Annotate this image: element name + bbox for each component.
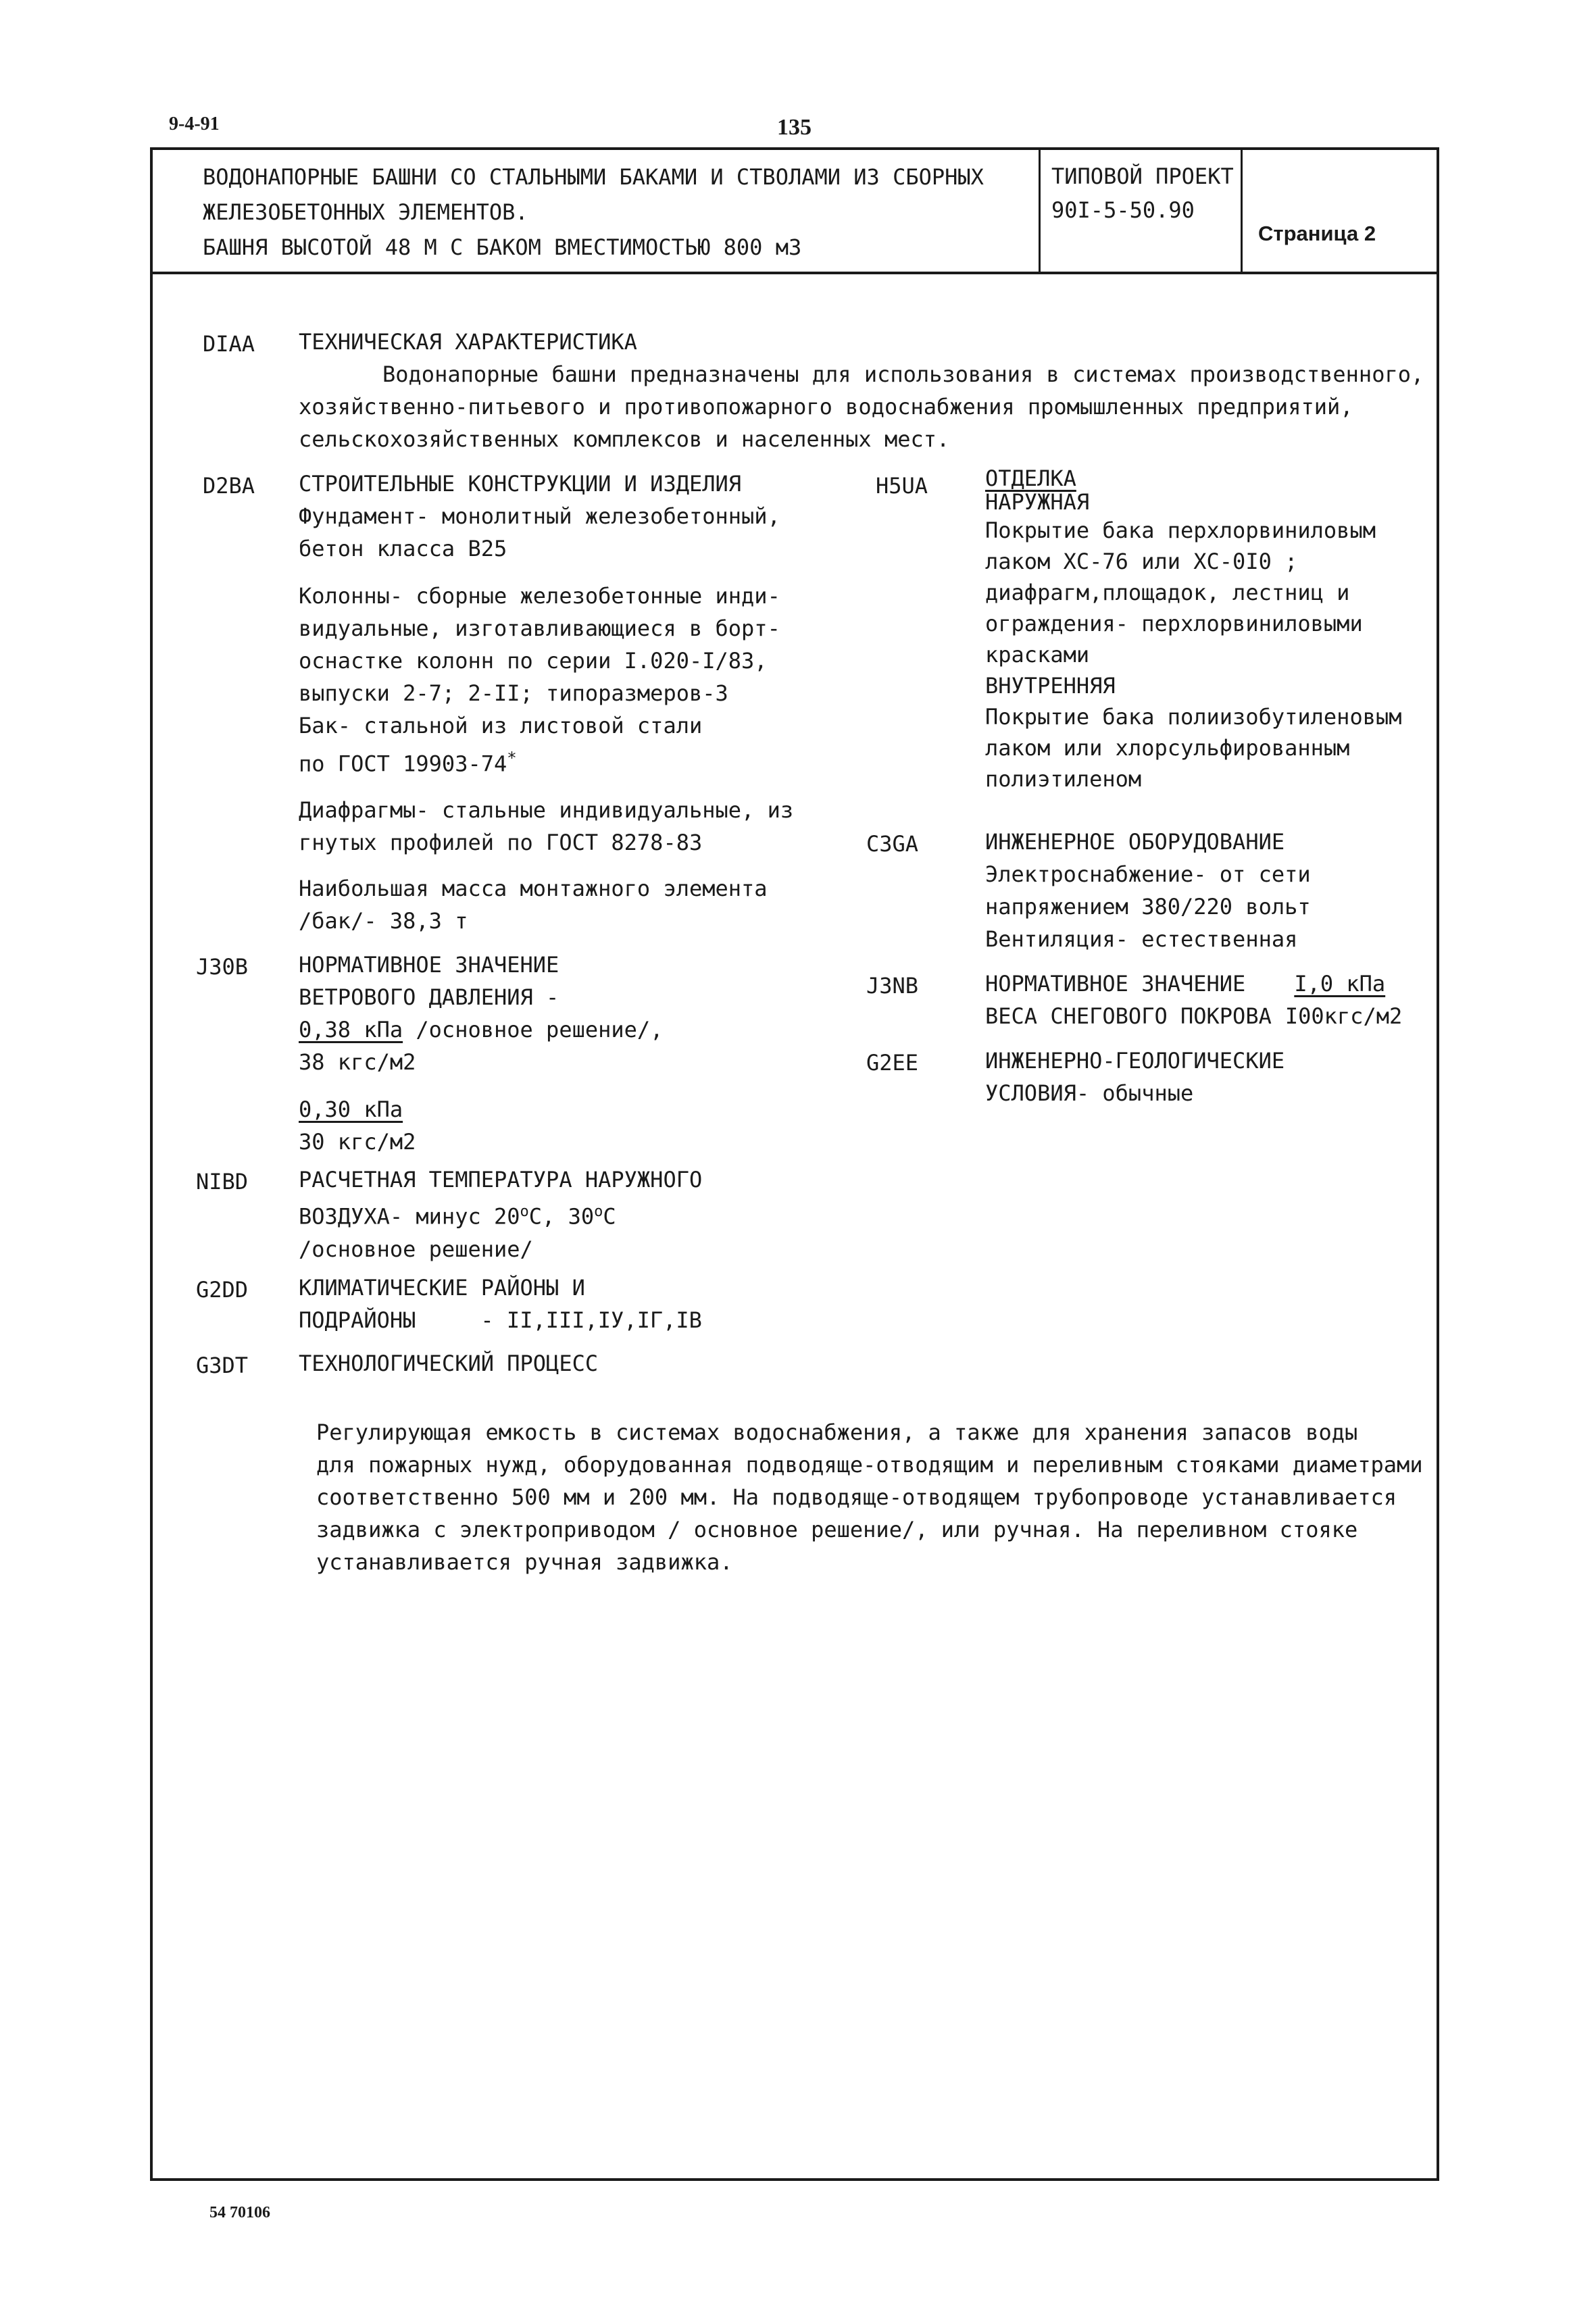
snow-line: НОРМАТИВНОЕ ЗНАЧЕНИЕ I,0 кПа xyxy=(985,971,1386,997)
columns-line: видуальные, изготавливающиеся в борт- xyxy=(299,615,780,641)
section-code: J3NB xyxy=(866,973,919,999)
geology-line: ИНЖЕНЕРНО-ГЕОЛОГИЧЕСКИЕ xyxy=(985,1048,1285,1074)
section-structures xyxy=(299,468,793,937)
section-technological-process-title xyxy=(299,1347,598,1380)
paragraph-line: сельскохозяйственных комплексов и населенных мест. xyxy=(299,426,950,452)
section-code: C3GA xyxy=(866,831,919,857)
title-line: БАШНЯ ВЫСОТОЙ 48 М С БАКОМ ВМЕСТИМОСТЬЮ 800 м3 xyxy=(203,234,802,260)
temperature-note: /основное решение/ xyxy=(299,1236,533,1262)
columns-line: выпуски 2-7; 2-II; типоразмеров-3 xyxy=(299,680,728,706)
wind-value-alt-kgs: 30 кгс/м2 xyxy=(299,1129,416,1155)
columns-line: оснастке колонн по серии I.020-I/83, xyxy=(299,648,768,674)
document-title xyxy=(203,159,984,265)
section-wind-pressure xyxy=(299,949,663,1158)
tank-gost-line xyxy=(299,742,793,780)
diaphragm-line: Диафрагмы- стальные индивидуальные, из xyxy=(299,797,794,823)
section-title: ОТДЕЛКА xyxy=(985,466,1076,491)
title-line: ЖЕЛЕЗОБЕТОННЫХ ЭЛЕМЕНТОВ. xyxy=(203,199,528,225)
section-engineering-equipment xyxy=(985,826,1311,955)
section-code: G2DD xyxy=(196,1277,249,1303)
diaphragm-line: гнутых профилей по ГОСТ 8278-83 xyxy=(299,829,703,855)
section-title: РАСЧЕТНАЯ ТЕМПЕРАТУРА НАРУЖНОГО xyxy=(299,1167,703,1192)
regions-line: ПОДРАЙОНЫ - II,III,IУ,IГ,IВ xyxy=(299,1307,702,1333)
section-climatic-regions xyxy=(299,1272,702,1336)
section-title: ИНЖЕНЕРНОЕ ОБОРУДОВАНИЕ xyxy=(985,829,1285,855)
project-block xyxy=(1051,159,1234,227)
section-code: H5UA xyxy=(876,473,928,499)
paragraph-line: задвижка с электроприводом / основное решение/, или ручная. На переливном стояке xyxy=(316,1517,1358,1542)
section-code: DIAA xyxy=(203,331,255,357)
outer-line: лаком ХС-76 или ХС-0I0 ; xyxy=(985,549,1298,574)
paragraph-line: Водонапорные башни предназначены для использования в системах производственного, xyxy=(382,361,1424,387)
header-divider xyxy=(150,272,1439,274)
paragraph-line: для пожарных нужд, оборудованная подводяще-отводящим и переливным стояками диаметрами xyxy=(316,1452,1423,1478)
mass-line: /бак/- 38,3 т xyxy=(299,907,468,934)
regions-value: - II,III,IУ,IГ,IВ xyxy=(480,1307,702,1333)
snow-value: I,0 кПа xyxy=(1294,971,1386,997)
inner-line: Покрытие бака полиизобутиленовым xyxy=(985,704,1402,730)
mass-line: Наибольшая масса монтажного элемента xyxy=(299,875,768,901)
page-number: 135 xyxy=(777,115,812,140)
wind-value-alt: 0,30 кПа xyxy=(299,1097,403,1122)
foundation-line: Фундамент- монолитный железобетонный, xyxy=(299,503,780,529)
geology-line: УСЛОВИЯ- обычные xyxy=(985,1080,1194,1106)
paragraph-line: устанавливается ручная задвижка. xyxy=(316,1549,733,1575)
paragraph-line: Регулирующая емкость в системах водоснабжения, а также для хранения запасов воды xyxy=(316,1419,1358,1445)
snow-value-kgs: I00кгс/м2 xyxy=(1285,1003,1403,1029)
document-code: 9-4-91 xyxy=(169,114,220,134)
section-title: ТЕХНИЧЕСКАЯ ХАРАКТЕРИСТИКА xyxy=(299,329,637,355)
section-title: ВЕТРОВОГО ДАВЛЕНИЯ - xyxy=(299,984,559,1010)
paragraph-line: соответственно 500 мм и 200 мм. На подводяще-отводящем трубопроводе устанавливается xyxy=(316,1484,1397,1510)
section-geology xyxy=(985,1045,1285,1109)
section-code: J30B xyxy=(196,954,249,980)
snow-line: ВЕСА СНЕГОВОГО ПОКРОВА I00кгс/м2 xyxy=(985,1003,1403,1029)
section-code: G2EE xyxy=(866,1050,919,1076)
inner-line: полиэтиленом xyxy=(985,766,1142,792)
project-number: 90I-5-50.90 xyxy=(1051,197,1195,223)
outer-label: НАРУЖНАЯ xyxy=(985,489,1090,515)
inner-line: лаком или хлорсульфированным xyxy=(985,735,1350,761)
title-line: ВОДОНАПОРНЫЕ БАШНИ СО СТАЛЬНЫМИ БАКАМИ И СТВОЛАМИ ИЗ СБОРНЫХ xyxy=(203,164,984,190)
wind-value-note: /основное решение/, xyxy=(416,1017,664,1042)
equipment-line: Вентиляция- естественная xyxy=(985,926,1298,952)
outer-line: ограждения- перхлорвиниловыми xyxy=(985,611,1363,636)
columns-line: Бак- стальной из листовой стали xyxy=(299,713,703,738)
wind-value-line xyxy=(299,1013,663,1046)
asterisk-mark: * xyxy=(507,749,517,768)
header-divider-vertical xyxy=(1241,147,1243,273)
header-divider-vertical xyxy=(1039,147,1041,273)
tank-gost: по ГОСТ 19903-74 xyxy=(299,751,507,777)
outer-line: диафрагм,площадок, лестниц и xyxy=(985,580,1350,605)
sheet-label: Страница 2 xyxy=(1258,222,1376,245)
section-finishing xyxy=(985,468,1402,795)
section-technical-characteristics xyxy=(299,326,1424,455)
project-label: ТИПОВОЙ ПРОЕКТ xyxy=(1051,164,1234,189)
section-title: СТРОИТЕЛЬНЫЕ КОНСТРУКЦИИ И ИЗДЕЛИЯ xyxy=(299,471,742,497)
outer-line: Покрытие бака перхлорвиниловым xyxy=(985,518,1376,543)
section-title: КЛИМАТИЧЕСКИЕ РАЙОНЫ И xyxy=(299,1275,585,1301)
section-snow-load xyxy=(985,967,1402,1032)
section-title: ТЕХНОЛОГИЧЕСКИЙ ПРОЦЕСС xyxy=(299,1351,599,1376)
equipment-line: напряжением 380/220 вольт xyxy=(985,894,1311,920)
columns-line: Колонны- сборные железобетонные инди- xyxy=(299,583,780,609)
inner-label: ВНУТРЕННЯЯ xyxy=(985,673,1116,699)
outer-line: красками xyxy=(985,642,1090,668)
temperature-line: ВОЗДУХА- минус $20^оС$, $30^оС$ xyxy=(299,1203,616,1230)
section-design-temperature xyxy=(299,1163,702,1265)
footer-code: 54 70106 xyxy=(209,2204,270,2221)
wind-value: 0,38 кПа xyxy=(299,1017,403,1042)
paragraph-line: хозяйственно-питьевого и противопожарного водоснабжения промышленных предприятий, xyxy=(299,394,1353,420)
technological-process-text xyxy=(316,1416,1423,1578)
section-code: D2BA xyxy=(203,473,255,499)
section-code: NIBD xyxy=(196,1169,249,1194)
foundation-line: бетон класса В25 xyxy=(299,536,507,561)
section-code: G3DT xyxy=(196,1353,249,1378)
section-title: НОРМАТИВНОЕ ЗНАЧЕНИЕ xyxy=(299,952,559,978)
wind-value-kgs: 38 кгс/м2 xyxy=(299,1049,416,1075)
equipment-line: Электроснабжение- от сети xyxy=(985,861,1311,887)
